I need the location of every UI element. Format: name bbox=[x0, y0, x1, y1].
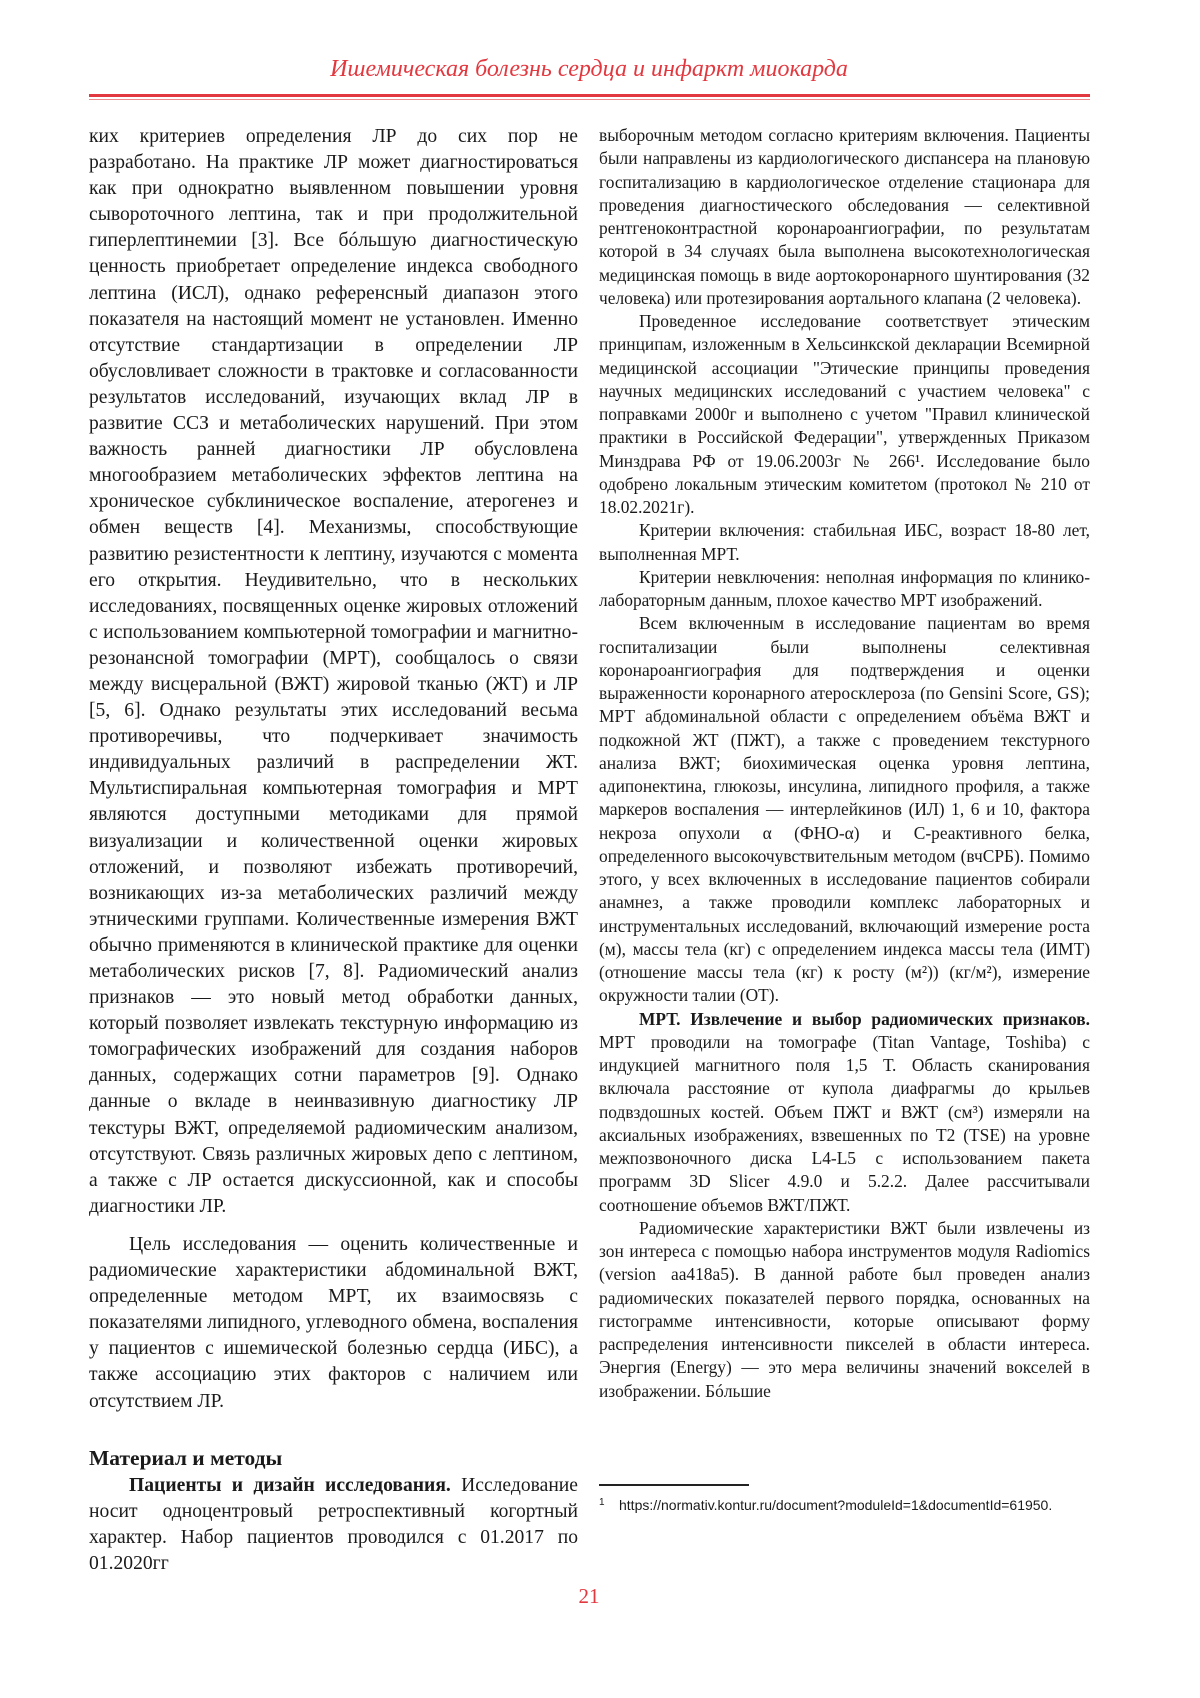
subheading: Пациенты и дизайн исследования. bbox=[129, 1475, 451, 1496]
section-heading: Материал и методы bbox=[89, 1445, 578, 1471]
paragraph-text: МРТ проводили на томографе (Titan Vantage, Toshiba) с индукцией магнитного поля 1,5 Т. Область сканирования включала расстояние от купола диафрагмы до крыльев подвздошных костей. Объем ПЖТ и ВЖТ (см³) измеряли на аксиальных изображениях, взвешенных по Т2 (TSE) на уровне межпозвоночного диска L4-L5 с использованием пакета программ 3D Slicer 4.9.0 и 5.2.2. Далее рассчитывали соотношение объемов ВЖТ/ПЖТ. bbox=[599, 1032, 1090, 1215]
running-title: Ишемическая болезнь сердца и инфаркт миокарда bbox=[0, 56, 1178, 83]
page-number: 21 bbox=[0, 1584, 1178, 1609]
paragraph-text: Исследование носит одноцентровый ретроспективный когортный характер. Набор пациентов проводился с 01.2017 по 01.2020гг bbox=[89, 1475, 578, 1574]
subheading: МРТ. Извлечение и выбор радиомических признаков. bbox=[639, 1009, 1090, 1029]
paragraph-radiomics: Радиомические характеристики ВЖТ были извлечены из зон интереса с помощью набора инструментов модуля Radiomics (version aa418a5). В данной работе был проведен анализ радиомических показателей первого порядка, основанных на гистограмме интенсивности, которые описывают форму распределения интенсивности пикселей в области интереса. Энергия (Energy) — это мера величины значений вокселей в изображении. Бóльшие bbox=[599, 1217, 1090, 1403]
paragraph-inclusion-criteria: Критерии включения: стабильная ИБС, возраст 18-80 лет, выполненная МРТ. bbox=[599, 519, 1090, 566]
paragraph-exclusion-criteria: Критерии невключения: неполная информация по клинико-лабораторным данным, плохое качество МРТ изображений. bbox=[599, 566, 1090, 613]
paragraph-mri bbox=[599, 1008, 1090, 1217]
paragraph-examinations: Всем включенным в исследование пациентам во время госпитализации были выполнены селективная коронароангиография для подтверждения и оценки выраженности коронарного атеросклероза (по Gensini Score, GS); МРТ абдоминальной области с определением объёма ВЖТ и подкожной ЖТ (ПЖТ), а также с проведением текстурного анализа ВЖТ; биохимическая оценка уровня лептина, адипонектина, глюкозы, инсулина, липидного профиля, а также маркеров воспаления — интерлейкинов (ИЛ) 1, 6 и 10, фактора некроза опухоли α (ФНО-α) и С-реактивного белка, определенного высокочувствительным методом (вчСРБ). Помимо этого, у всех включенных в исследование пациентов собирали анамнез, а также проводили комплекс лабораторных и инструментальных исследований, включающий измерение роста (м), массы тела (кг) с определением индекса массы тела (ИМТ) (отношение массы тела (кг) к росту (м²)) (кг/м²), измерение окружности талии (ОТ). bbox=[599, 612, 1090, 1007]
left-column bbox=[89, 124, 578, 1577]
header-divider-thin bbox=[89, 99, 1090, 100]
paragraph-study-aim: Цель исследования — оценить количественные и радиомические характеристики абдоминальной ВЖТ, определенные методом МРТ, их взаимосвязь с показателями липидного, углеводного обмена, воспаления у пациентов с ишемической болезнью сердца (ИБС), а также ассоциацию этих факторов с наличием или отсутствием ЛР. bbox=[89, 1232, 578, 1415]
footnote-divider bbox=[599, 1484, 749, 1486]
footnote bbox=[599, 1494, 1090, 1517]
footnote-link[interactable]: https://normativ.kontur.ru/document?moduleId=1&documentId=61950. bbox=[599, 1494, 1090, 1517]
paragraph-ethics: Проведенное исследование соответствует этическим принципам, изложенным в Хельсинкской декларации Всемирной медицинской ассоциации "Этические принципы проведения научных медицинских исследований с участием человека" с поправками 2000г и выполнено с учетом "Правил клинической практики в Российской Федерации", утвержденных Приказом Минздрава РФ от 19.06.2003г № 266¹. Исследование было одобрено локальным этическим комитетом (протокол № 210 от 18.02.2021г). bbox=[599, 310, 1090, 519]
paragraph: ких критериев определения ЛР до сих пор не разработано. На практике ЛР может диагностироваться как при однократно выявленном повышении уровня сывороточного лептина, так и при продолжительной гиперлептинемии [3]. Все бóльшую диагностическую ценность приобретает определение индекса свободного лептина (ИСЛ), однако референсный диапазон этого показателя на настоящий момент не установлен. Именно отсутствие стандартизации в определении ЛР обусловливает сложности в трактовке и согласованности результатов исследований, изучающих вклад ЛР в развитие ССЗ и метаболических нарушений. При этом важность ранней диагностики ЛР обусловлена многообразием метаболических эффектов лептина на хроническое субклиническое воспаление, атерогенез и обмен веществ [4]. Механизмы, способствующие развитию резистентности к лептину, изучаются с момента его открытия. Неудивительно, что в нескольких исследованиях, посвященных оценке жировых отложений с использованием компьютерной томографии и магнитно-резонансной томографии (МРТ), сообщалось о связи между висцеральной (ВЖТ) жировой тканью (ЖТ) и ЛР [5, 6]. Однако результаты этих исследований весьма противоречивы, что подчеркивает значимость индивидуальных различий в распределении ЖТ. Мультиспиральная компьютерная томография и МРТ являются доступными методиками для прямой визуализации и количественной оценки жировых отложений, и позволяют избежать противоречий, возникающих из-за метаболических различий между этническими группами. Количественные измерения ВЖТ обычно применяются в клинической практике для оценки метаболических рисков [7, 8]. Радиомический анализ признаков — это новый метод обработки данных, который позволяет извлекать текстурную информацию из томографических изображений для создания наборов данных, содержащих сотни параметров [9]. Однако данные о вкладе в неинвазивную диагностику ЛР текстуры ВЖТ, определяемой радиомическим анализом, отсутствуют. Связь различных жировых депо с лептином, а также с ЛР остается дискуссионной, как и способы диагностики ЛР. bbox=[89, 124, 578, 1220]
paragraph-patients bbox=[89, 1473, 578, 1577]
footnote-mark: 1 bbox=[599, 1491, 605, 1514]
header-divider bbox=[89, 94, 1090, 97]
paragraph: выборочным методом согласно критериям включения. Пациенты были направлены из кардиологического диспансера на плановую госпитализацию в кардиологическое отделение стационара для проведения диагностического обследования — селективной рентгеноконтрастной коронароангиографии, по результатам которой в 34 случаях была выполнена высокотехнологическая медицинская помощь в виде аортокоронарного шунтирования (32 человека) или протезирования аортального клапана (2 человека). bbox=[599, 124, 1090, 310]
right-column bbox=[599, 124, 1090, 1403]
